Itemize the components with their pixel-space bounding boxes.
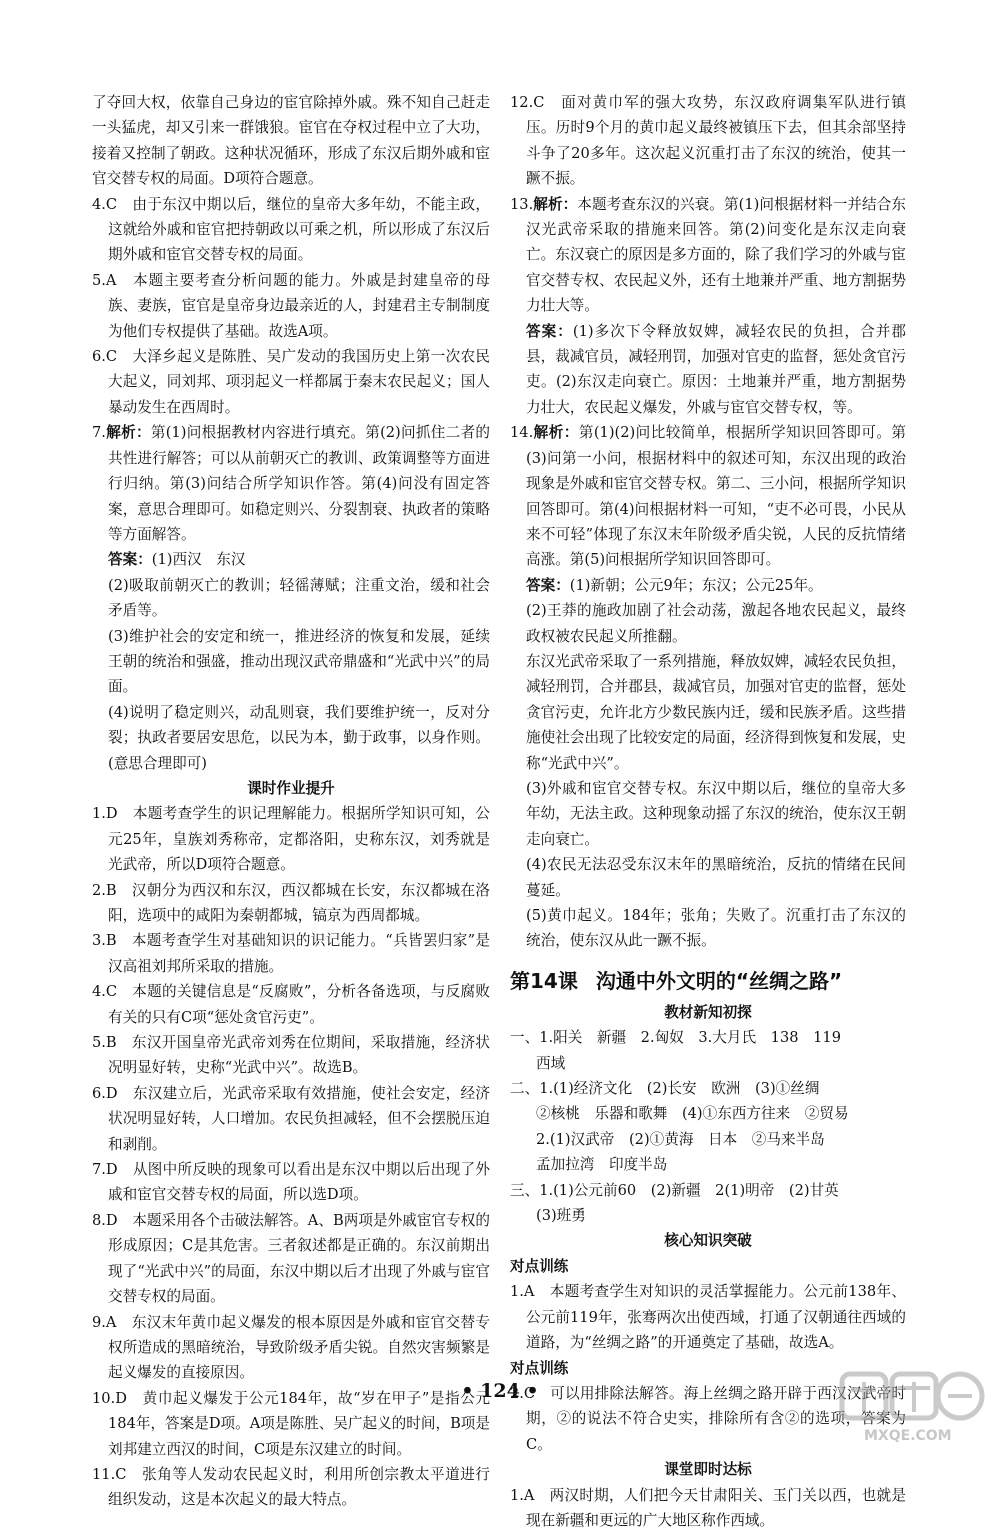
new-knowledge-1a: 一、1.阳关 新疆 2.匈奴 3.大月氏 138 119: [510, 1029, 841, 1047]
homework-12: 12.C 面对黄巾军的强大攻势，东汉政府调集军队进行镇压。历时9个月的黄巾起义最终被镇压下去，但其余部坚持斗争了20多年。这次起义沉重打击了东汉的统治，使其一蹶不振。: [510, 94, 906, 188]
training-label-2: 对点训练: [510, 1359, 569, 1377]
right-column: [510, 90, 906, 1533]
homework-14-analysis: 第(1)(2)问比较简单，根据所学知识回答即可。第(3)问第一小问，根据材料中的叙述可知，东汉出现的政治现象是外戚和宦官交替专权。第二、三小问，根据所学知识回答即可。第(4)问根据材料一可知，“吏不必可畏，小民从来不可轻”体现了东汉末年阶级矛盾尖锐，人民的反抗情绪高涨。第(5)问根据所学知识回答即可。: [526, 424, 906, 569]
homework-14-key-6: (5)黄巾起义。184年；张角；失败了。沉重打击了东汉的统治，使东汉从此一蹶不振。: [526, 907, 906, 950]
answer-7: [92, 420, 490, 547]
homework-7: 7.D 从图中所反映的现象可以看出是东汉中期以后出现了外戚和宦官交替专权的局面，所以选D项。: [92, 1161, 490, 1204]
core-answer-1: 1.A 本题考查学生对知识的灵活掌握能力。公元前138年、公元前119年，张骞两次出使西域，打通了汉朝通往西域的道路，为“丝绸之路”的开通奠定了基础，故选A。: [510, 1283, 906, 1352]
homework-13-key-text: (1)多次下令释放奴婢，减轻农民的负担，合并郡县，裁减官员，减轻刑罚，加强对官吏的监督，惩处贪官污吏。(2)东汉走向衰亡。原因：土地兼并严重，地方割据势力壮大，农民起义爆发，外戚与宦官交替专权，等。: [526, 322, 906, 416]
homework-14-key-3: 东汉光武帝采取了一系列措施，释放奴婢，减轻农民负担，减轻刑罚，合并郡县，裁减官员，加强对官吏的监督，惩处贪官污吏，允许北方少数民族内迁，缓和民族矛盾。这些措施使社会出现了比较安定的局面，经济得到恢复和发展，史称“光武中兴”。: [526, 652, 906, 772]
paragraph-intro: 了夺回大权，依靠自己身边的宦官除掉外戚。殊不知自己赶走一头猛虎，却又引来一群饿狼。宦官在夺权过程中立了大功，接着又控制了朝政。这种状况循环，形成了东汉后期外戚和宦官交替专权的局面。D项符合题意。: [92, 94, 490, 188]
answer-7-analysis: 第(1)问根据教材内容进行填充。第(2)问抓住二者的共性进行解答；可以从前朝灭亡的教训、政策调整等方面进行归纳。第(3)问结合所学知识作答。第(4)问没有固定答案，意思合理即可。如稳定则兴、分裂割衰、执政者的策略等方面解答。: [108, 424, 490, 543]
homework-8: 8.D 本题采用各个击破法解答。A、B两项是外戚宦官专权的形成原因；C是其危害。三者叙述都是正确的。东汉前期出现了“光武中兴”的局面，东汉中期以后才出现了外戚与宦官交替专权的局面。: [92, 1211, 490, 1306]
lesson-title: 沟通中外文明的“丝绸之路”: [595, 968, 843, 993]
answer-7-key-1: [92, 547, 490, 572]
homework-6: 6.D 东汉建立后，光武帝采取有效措施，使社会安定，经济状况明显好转，人口增加。农民负担减轻，但不会摆脱压迫和剥削。: [92, 1084, 490, 1153]
answer-7-key-4: (4)说明了稳定则兴，动乱则衰，我们要维护统一，反对分裂；执政者要居安思危，以民为本，勤于政事，以身作则。(意思合理即可): [108, 703, 490, 772]
homework-14-key-1-text: (1)新朝；公元9年；东汉；公元25年。: [569, 576, 823, 594]
homework-14: [510, 420, 906, 572]
homework-13-number: 13.: [510, 195, 534, 213]
homework-14-key-5: (4)农民无法忍受东汉末年的黑暗统治，反抗的情绪在民间蔓延。: [526, 856, 906, 899]
answer-6: 6.C 大泽乡起义是陈胜、吴广发动的我国历史上第一次农民大起义，同刘邦、项羽起义一样都属于秦末农民起义；国人暴动发生在西周时。: [92, 348, 490, 416]
answer-stamp-icon: [836, 1368, 986, 1428]
page-number: • 124 •: [461, 1380, 539, 1402]
homework-14-key-4: (3)外戚和宦官交替专权。东汉中期以后，继位的皇帝大多年幼，无法主政。这种现象动摇了东汉的统治，使东汉王朝走向衰亡。: [526, 779, 906, 848]
new-knowledge-2c: 2.(1)汉武帝 (2)①黄海 日本 ②马来半岛: [536, 1130, 825, 1148]
answer-label: 答案：: [108, 551, 152, 569]
answer-7-key-1-text: (1)西汉 东汉: [151, 551, 246, 569]
homework-9: 9.A 东汉末年黄巾起义爆发的根本原因是外戚和宦官交替专权所造成的黑暗统治，导致阶级矛盾尖锐。自然灾害频繁是起义爆发的直接原因。: [92, 1313, 490, 1382]
homework-5: 5.B 东汉开国皇帝光武帝刘秀在位期间，采取措施，经济状况明显好转，史称“光武中兴”。故选B。: [92, 1034, 490, 1077]
section-homework-title: 课时作业提升: [247, 779, 335, 797]
homework-14-number: 14.: [510, 424, 534, 442]
answer-7-key-2: (2)吸取前朝灭亡的教训；轻徭薄赋；注重文治，缓和社会矛盾等。: [108, 576, 490, 620]
homework-13-key: [510, 319, 906, 421]
classroom-answer-1: 1.A 两汉时期，人们把今天甘肃阳关、玉门关以西，也就是现在新疆和更远的广大地区称作西域。: [510, 1486, 906, 1529]
new-knowledge-1b: 西域: [536, 1054, 566, 1072]
homework-13: [510, 192, 906, 319]
left-column: [92, 90, 490, 1513]
analysis-label: 解析：: [533, 195, 578, 213]
answer-label: 答案：: [526, 322, 573, 340]
answer-label: 答案：: [526, 576, 570, 594]
section-core-knowledge: 核心知识突破: [664, 1232, 752, 1250]
section-classroom: 课堂即时达标: [664, 1461, 752, 1479]
answer-4: 4.C 由于东汉中期以后，继位的皇帝大多年幼，不能主政，这就给外戚和宦官把持朝政以可乘之机，所以形成了东汉后期外戚和宦官交替专权的局面。: [92, 195, 490, 264]
homework-10: 10.D 黄巾起义爆发于公元184年，故“岁在甲子”是指公元184年，答案是D项。A项是陈胜、吴广起义的时间，B项是刘邦建立西汉的时间，C项是东汉建立的时间。: [92, 1389, 490, 1458]
lesson-heading: [510, 966, 906, 996]
new-knowledge-3a: 三、1.(1)公元前60 (2)新疆 2(1)明帝 (2)甘英: [510, 1181, 839, 1199]
analysis-label: 解析：: [105, 424, 151, 442]
homework-14-key-2: (2)王莽的施政加剧了社会动荡，激起各地农民起义，最终政权被农民起义所推翻。: [526, 602, 906, 645]
homework-11: 11.C 张角等人发动农民起义时，利用所创宗教太平道进行组织发动，这是本次起义的最大特点。: [92, 1465, 490, 1509]
new-knowledge-2b: ②核桃 乐器和歌舞 (4)①东西方往来 ②贸易: [536, 1105, 849, 1123]
homework-1: 1.D 本题考查学生的识记理解能力。根据所学知识可知，公元25年，皇族刘秀称帝，定都洛阳，史称东汉，刘秀就是光武帝，所以D项符合题意。: [92, 805, 490, 874]
watermark-text: MXQE.COM: [864, 1428, 952, 1444]
homework-2: 2.B 汉朝分为西汉和东汉，西汉都城在长安，东汉都城在洛阳，选项中的咸阳为秦朝都城，镐京为西周都城。: [92, 881, 490, 924]
new-knowledge-2d: 孟加拉湾 印度半岛: [536, 1156, 668, 1174]
new-knowledge-2a: 二、1.(1)经济文化 (2)长安 欧洲 (3)①丝绸: [510, 1080, 820, 1098]
homework-4: 4.C 本题的关键信息是“反腐败”，分析各备选项，与反腐败有关的只有C项“惩处贪官污吏”。: [92, 983, 490, 1026]
core-answer-2: 2.C 可以用排除法解答。海上丝绸之路开辟于西汉汉武帝时期，②的说法不符合史实，排除所有含②的选项，答案为C。: [510, 1384, 906, 1453]
homework-3: 3.B 本题考查学生对基础知识的识记能力。“兵皆罢归家”是汉高祖刘邦所采取的措施。: [92, 932, 490, 975]
watermark: [836, 1368, 986, 1448]
new-knowledge-3b: (3)班勇: [536, 1207, 586, 1225]
lesson-number: 第14课: [510, 968, 578, 993]
answer-7-key-3: (3)维护社会的安定和统一，推进经济的恢复和发展，延续王朝的统治和强盛，推动出现汉武帝鼎盛和“光武中兴”的局面。: [108, 627, 490, 696]
analysis-label: 解析：: [533, 424, 579, 442]
answer-7-number: 7.: [92, 424, 106, 442]
section-new-knowledge: 教材新知初探: [664, 1003, 752, 1021]
homework-13-analysis: 本题考查东汉的兴衰。第(1)问根据材料一并结合东汉光武帝采取的措施来回答。第(2)问变化是东汉走向衰亡。东汉衰亡的原因是多方面的，除了我们学习的外戚与宦官交替专权、农民起义外，还有土地兼并严重、地方割据势力壮大等。: [526, 195, 906, 315]
homework-14-key-1: [510, 573, 906, 598]
answer-5: 5.A 本题主要考查分析问题的能力。外戚是封建皇帝的母族、妻族，宦官是皇帝身边最亲近的人，封建君主专制制度为他们专权提供了基础。故选A项。: [92, 271, 490, 340]
training-label-1: 对点训练: [510, 1257, 569, 1275]
